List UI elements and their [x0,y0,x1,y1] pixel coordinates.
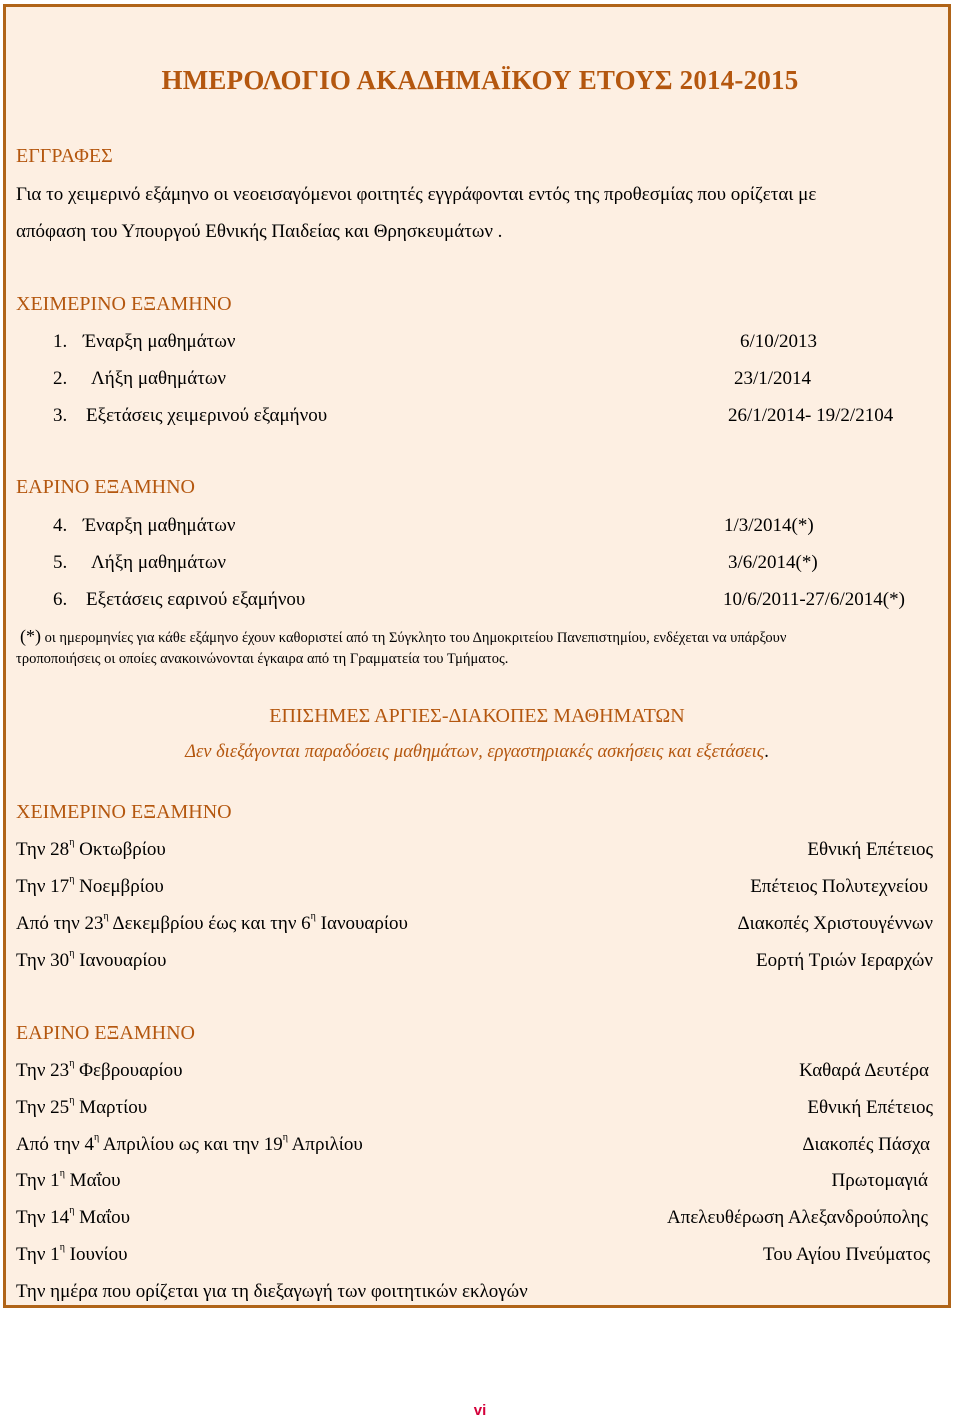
holiday-date: Την $1^\eta$ Ιουνίου [16,1242,128,1265]
item-number: 2. [53,368,68,389]
page-title: ΗΜΕΡΟΛΟΓΙΟ ΑΚΑΔΗΜΑΪΚΟΥ ΕΤΟΥΣ 2014-2015 [161,65,799,95]
spring-semester-heading: ΕΑΡΙΝΟ ΕΞΑΜΗΝΟ [16,476,195,498]
item-number: 5. [53,552,68,573]
holiday-date: Την $30^\eta$ Ιανουαρίου [16,948,167,971]
holiday-date: Την $23^\eta$ Φεβρουαρίου [16,1058,183,1081]
item-date: 3/6/2014(*) [728,552,818,573]
holidays-winter-heading: ΧΕΙΜΕΡΙΝΟ ΕΞΑΜΗΝΟ [16,801,232,823]
item-date: 6/10/2013 [740,331,818,352]
holiday-date: Από την $23^\eta$ Δεκεμβρίου έως και την $6^\eta$ Ιανουαρίου [16,911,408,934]
footnote-line2: τροποποιήσεις οι οποίες ανακοινώνονται έγκαιρα από τη Γραμματεία του Τμήματος. [16,651,509,667]
holidays-heading: ΕΠΙΣΗΜΕΣ ΑΡΓΙΕΣ-ΔΙΑΚΟΠΕΣ ΜΑΘΗΜΑΤΩΝ [269,705,685,727]
holiday-date: Την $25^\eta$ Μαρτίου [16,1095,148,1118]
holidays-subtitle-text: Δεν διεξάγονται παραδόσεις μαθημάτων, εργαστηριακές ασκήσεις και εξετάσεις [185,742,765,762]
footnote-line1 [20,626,786,647]
holiday-event: Καθαρά Δευτέρα [799,1060,929,1081]
item-label: Εξετάσεις χειμερινού εξαμήνου [86,405,328,426]
holidays-spring-heading: ΕΑΡΙΝΟ ΕΞΑΜΗΝΟ [16,1022,195,1044]
elections-day-line: Την ημέρα που ορίζεται για τη διεξαγωγή των φοιτητικών εκλογών [16,1281,528,1302]
holiday-event: Εθνική Επέτειος [807,839,933,860]
item-date: 23/1/2014 [734,368,812,389]
item-label: Εξετάσεις εαρινού εξαμήνου [86,589,306,610]
item-number: 1. [53,331,68,352]
holiday-date: Από την $4^\eta$ Απριλίου ως και την $19^\eta$ Απριλίου [16,1132,363,1155]
holidays-subtitle [6,742,948,763]
holiday-event: Πρωτομαγιά [831,1170,928,1191]
item-date: 1/3/2014(*) [724,515,814,536]
item-date: 10/6/2011-27/6/2014(*) [723,589,905,610]
winter-semester-heading: ΧΕΙΜΕΡΙΝΟ ΕΞΑΜΗΝΟ [16,293,232,315]
holiday-event: Εθνική Επέτειος [807,1097,933,1118]
holiday-date: Την $17^\eta$ Νοεμβρίου [16,874,164,897]
holiday-event: Διακοπές Πάσχα [802,1134,930,1155]
registrations-text-line1: Για το χειμερινό εξάμηνο οι νεοεισαγόμενοι φοιτητές εγγράφονται εντός της προθεσμίας που ορίζεται με [16,184,817,205]
registrations-heading: ΕΓΓΡΑΦΕΣ [16,145,113,167]
holiday-date: Την $28^\eta$ Οκτωβρίου [16,837,166,860]
registrations-text-line2: απόφαση του Υπουργού Εθνικής Παιδείας και Θρησκευμάτων . [16,221,503,242]
item-label: Λήξη μαθημάτων [91,552,226,573]
item-label: Έναρξη μαθημάτων [83,515,236,536]
item-number: 6. [53,589,68,610]
holiday-event: Εορτή Τριών Ιεραρχών [756,950,933,971]
item-number: 4. [53,515,68,536]
holiday-event: Απελευθέρωση Αλεξανδρούπολης [667,1207,928,1228]
calendar-panel [3,4,951,1308]
footnote-mark: (*) [20,626,41,646]
holiday-date: Την $14^\eta$ Μαΐου [16,1205,131,1228]
item-label: Έναρξη μαθημάτων [83,331,236,352]
page-number: vi [473,1402,487,1419]
holidays-subtitle-period: . [764,742,769,762]
holiday-event: Του Αγίου Πνεύματος [763,1244,930,1265]
item-number: 3. [53,405,68,426]
holiday-event: Επέτειος Πολυτεχνείου [750,876,928,897]
holiday-event: Διακοπές Χριστουγέννων [737,913,933,934]
item-label: Λήξη μαθημάτων [91,368,226,389]
item-date: 26/1/2014- 19/2/2104 [728,405,894,426]
footnote-text: οι ημερομηνίες για κάθε εξάμηνο έχουν καθοριστεί από τη Σύγκλητο του Δημοκριτείου Πανεπιστημίου, ενδέχεται να υπάρξουν [41,630,787,646]
holiday-date: Την $1^\eta$ Μαΐου [16,1168,121,1191]
